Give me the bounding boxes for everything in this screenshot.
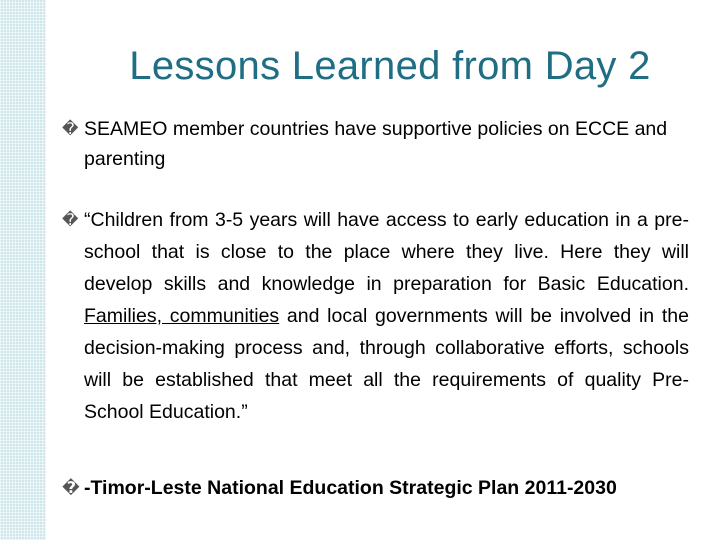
slide-title: Lessons Learned from Day 2 [129, 44, 651, 88]
bullet-item-source [62, 472, 692, 504]
bullet-marker-icon: � [62, 478, 80, 497]
quote-text-part-1: “Children from 3-5 years will have access to early education in a pre-school that is close to the place where they live. Here they will develop skills and knowledge in preparation for Basic Education. [84, 209, 689, 295]
bullet-item-policies [62, 114, 692, 174]
quote-text-part-2: and local governments will be involved in the decision-making process and, through collaborative efforts, schools will be established that meet all the requirements of quality Pre-School Education.” [84, 305, 689, 423]
bullet-marker-icon: � [62, 210, 79, 229]
quote-text [84, 204, 689, 428]
decorative-side-strip [0, 0, 46, 540]
bullet-text: SEAMEO member countries have supportive policies on ECCE and parenting [84, 118, 668, 170]
bullet-item-quote [62, 204, 692, 428]
source-citation: -Timor-Leste National Education Strategic Plan 2011-2030 [84, 477, 617, 499]
bullet-marker-icon: � [62, 119, 79, 138]
quote-underlined-phrase: Families, communities [84, 305, 280, 327]
